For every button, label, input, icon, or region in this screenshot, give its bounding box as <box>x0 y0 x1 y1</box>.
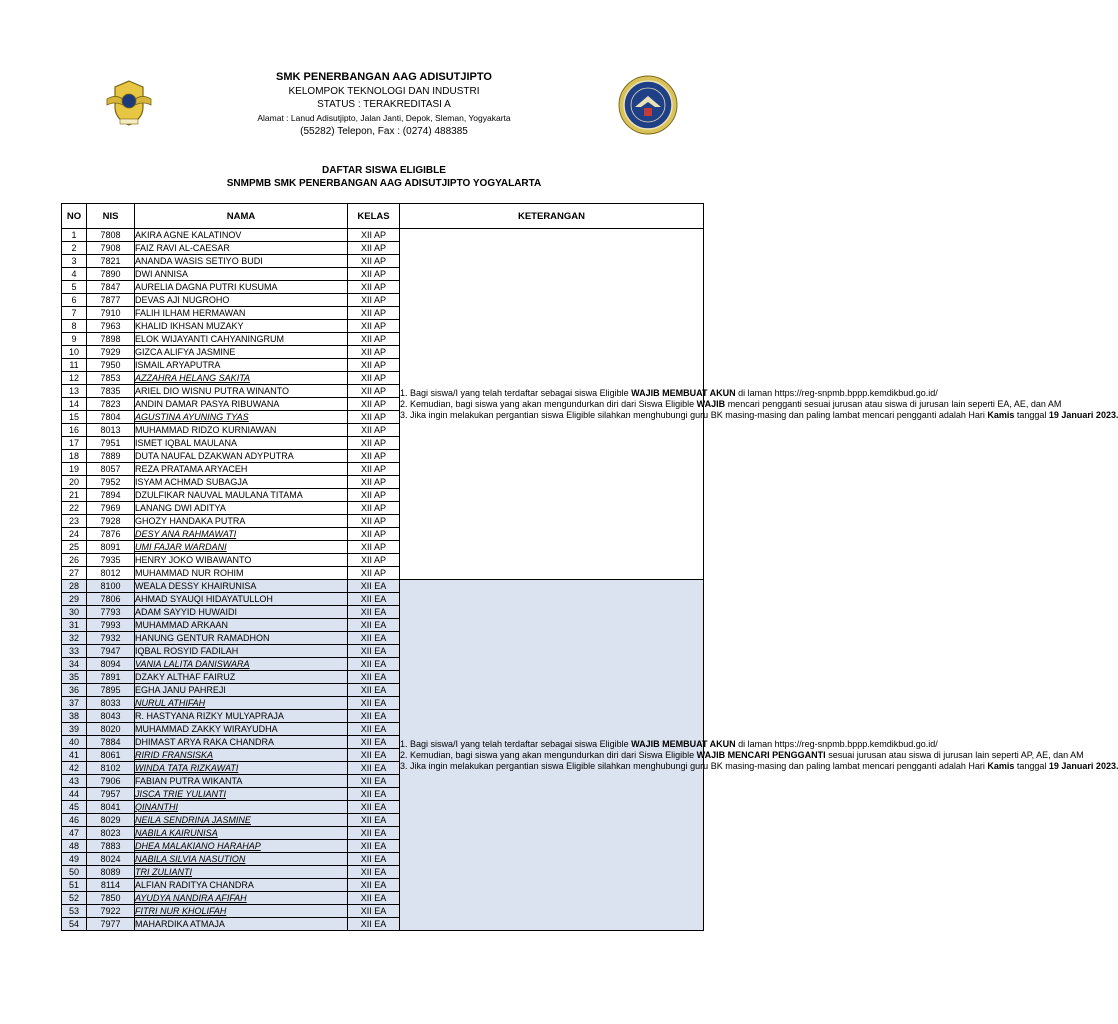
cell-no: 28 <box>62 580 87 593</box>
cell-no: 18 <box>62 450 87 463</box>
cell-nama: DUTA NAUFAL DZAKWAN ADYPUTRA <box>135 450 348 463</box>
cell-nama: ANDIN DAMAR PASYA RIBUWANA <box>135 398 348 411</box>
cell-nama: JISCA TRIE YULIANTI <box>135 788 348 801</box>
cell-nis: 7947 <box>87 645 135 658</box>
note-text-p1a: 1. Bagi siswa/I yang telah terdaftar sebagai siswa Eligible <box>400 738 632 749</box>
cell-no: 21 <box>62 489 87 502</box>
cell-no: 23 <box>62 515 87 528</box>
cell-kelas: XII AP <box>348 450 400 463</box>
cell-nama: ISYAM ACHMAD SUBAGJA <box>135 476 348 489</box>
cell-kelas: XII EA <box>348 866 400 879</box>
table-body <box>62 229 1118 931</box>
cell-nis: 8089 <box>87 866 135 879</box>
cell-kelas: XII AP <box>348 515 400 528</box>
cell-nama: DEVAS AJI NUGROHO <box>135 294 348 307</box>
cell-nama: ELOK WIJAYANTI CAHYANINGRUM <box>135 333 348 346</box>
cell-nama: REZA PRATAMA ARYACEH <box>135 463 348 476</box>
cell-nama: WEALA DESSY KHAIRUNISA <box>135 580 348 593</box>
note-text-p3d: 19 Januari 2023. <box>1048 760 1118 771</box>
cell-nis: 7929 <box>87 346 135 359</box>
keterangan-cell <box>400 229 1118 580</box>
eligible-students-table <box>61 203 1118 931</box>
cell-nis: 7891 <box>87 671 135 684</box>
cell-nama: MUHAMMAD RIDZO KURNIAWAN <box>135 424 348 437</box>
cell-kelas: XII AP <box>348 489 400 502</box>
cell-nama: WINDA TATA RIZKAWATI <box>135 762 348 775</box>
cell-nama: ALFIAN RADITYA CHANDRA <box>135 879 348 892</box>
cell-nis: 7963 <box>87 320 135 333</box>
cell-nis: 8061 <box>87 749 135 762</box>
cell-no: 8 <box>62 320 87 333</box>
table-header-row <box>62 204 704 229</box>
cell-nis: 8094 <box>87 658 135 671</box>
cell-no: 43 <box>62 775 87 788</box>
cell-nama: QINANTHI <box>135 801 348 814</box>
cell-no: 3 <box>62 255 87 268</box>
note-text-p2c: mencari pengganti sesuai jurusan atau siswa di jurusan lain seperti EA, AE, dan AM <box>725 398 1062 409</box>
cell-kelas: XII EA <box>348 593 400 606</box>
cell-nis: 8100 <box>87 580 135 593</box>
cell-no: 52 <box>62 892 87 905</box>
title-line-2: SNMPMB SMK PENERBANGAN AAG ADISUTJIPTO YOGYALARTA <box>226 178 542 189</box>
cell-no: 32 <box>62 632 87 645</box>
header-keterangan: KETERANGAN <box>400 204 704 229</box>
cell-kelas: XII AP <box>348 528 400 541</box>
cell-nama: ISMAIL ARYAPUTRA <box>135 359 348 372</box>
cell-kelas: XII AP <box>348 398 400 411</box>
cell-nis: 8091 <box>87 541 135 554</box>
cell-nis: 7883 <box>87 840 135 853</box>
cell-kelas: XII AP <box>348 372 400 385</box>
cell-no: 51 <box>62 879 87 892</box>
cell-no: 45 <box>62 801 87 814</box>
cell-kelas: XII AP <box>348 554 400 567</box>
cell-no: 13 <box>62 385 87 398</box>
cell-nis: 7922 <box>87 905 135 918</box>
cell-nis: 7793 <box>87 606 135 619</box>
cell-nama: IQBAL ROSYID FADILAH <box>135 645 348 658</box>
note-text-p3d: 19 Januari 2023. <box>1048 409 1118 420</box>
cell-nis: 7906 <box>87 775 135 788</box>
cell-nama: FAIZ RAVI AL-CAESAR <box>135 242 348 255</box>
cell-no: 25 <box>62 541 87 554</box>
cell-nis: 7908 <box>87 242 135 255</box>
round-emblem-icon <box>617 74 679 136</box>
note-text-p3c: tanggal <box>1014 760 1049 771</box>
cell-no: 19 <box>62 463 87 476</box>
cell-nis: 7806 <box>87 593 135 606</box>
cell-nama: ISMET IQBAL MAULANA <box>135 437 348 450</box>
note-text-p2b: WAJIB MENCARI PENGGANTI <box>696 749 826 760</box>
cell-nama: NEILA SENDRINA JASMINE <box>135 814 348 827</box>
cell-no: 47 <box>62 827 87 840</box>
cell-nis: 7821 <box>87 255 135 268</box>
note-text-p1c: di laman https://reg-snpmb.bppp.kemdikbud.go.id/ <box>735 738 938 749</box>
cell-nis: 7823 <box>87 398 135 411</box>
cell-no: 15 <box>62 411 87 424</box>
cell-nis: 8041 <box>87 801 135 814</box>
cell-no: 7 <box>62 307 87 320</box>
cell-kelas: XII AP <box>348 346 400 359</box>
cell-nis: 7847 <box>87 281 135 294</box>
cell-nama: TRI ZULIANTI <box>135 866 348 879</box>
cell-nis: 7876 <box>87 528 135 541</box>
cell-no: 44 <box>62 788 87 801</box>
cell-nama: AZZAHRA HELANG SAKITA <box>135 372 348 385</box>
cell-nis: 8033 <box>87 697 135 710</box>
cell-nis: 7895 <box>87 684 135 697</box>
cell-nis: 7910 <box>87 307 135 320</box>
cell-nis: 7957 <box>87 788 135 801</box>
cell-nama: FITRI NUR KHOLIFAH <box>135 905 348 918</box>
note-text-p2c: sesuai jurusan atau siswa di jurusan lain seperti AP, AE, dan AM <box>825 749 1084 760</box>
cell-kelas: XII AP <box>348 476 400 489</box>
cell-nis: 7835 <box>87 385 135 398</box>
cell-nis: 8102 <box>87 762 135 775</box>
header-kelas: KELAS <box>348 204 400 229</box>
note-text-p1c: di laman https://reg-snpmb.bppp.kemdikbud.go.id/ <box>735 387 938 398</box>
cell-kelas: XII AP <box>348 502 400 515</box>
cell-nama: UMI FAJAR WARDANI <box>135 541 348 554</box>
title-line-1: DAFTAR SISWA ELIGIBLE <box>322 165 446 176</box>
cell-nis: 7898 <box>87 333 135 346</box>
school-name: SMK PENERBANGAN AAG ADISUTJIPTO <box>276 71 492 83</box>
cell-nis: 7894 <box>87 489 135 502</box>
note-text-p2b: WAJIB <box>696 398 726 409</box>
cell-kelas: XII AP <box>348 320 400 333</box>
cell-nama: VANIA LALITA DANISWARA <box>135 658 348 671</box>
cell-no: 27 <box>62 567 87 580</box>
accreditation-status: STATUS : TERAKREDITASI A <box>317 99 451 110</box>
cell-no: 22 <box>62 502 87 515</box>
cell-kelas: XII AP <box>348 411 400 424</box>
cell-nis: 7977 <box>87 918 135 931</box>
cell-nis: 7889 <box>87 450 135 463</box>
cell-no: 12 <box>62 372 87 385</box>
cell-kelas: XII EA <box>348 762 400 775</box>
cell-no: 2 <box>62 242 87 255</box>
cell-nama: AURELIA DAGNA PUTRI KUSUMA <box>135 281 348 294</box>
cell-kelas: XII EA <box>348 892 400 905</box>
cell-no: 24 <box>62 528 87 541</box>
cell-kelas: XII EA <box>348 879 400 892</box>
cell-no: 11 <box>62 359 87 372</box>
cell-no: 36 <box>62 684 87 697</box>
cell-kelas: XII EA <box>348 658 400 671</box>
note-text-p2a: 2. Kemudian, bagi siswa yang akan mengundurkan diri dari Siswa Eligible <box>400 398 697 409</box>
cell-no: 17 <box>62 437 87 450</box>
cell-no: 29 <box>62 593 87 606</box>
cell-kelas: XII EA <box>348 723 400 736</box>
cell-kelas: XII EA <box>348 736 400 749</box>
cell-no: 14 <box>62 398 87 411</box>
cell-no: 39 <box>62 723 87 736</box>
cell-no: 20 <box>62 476 87 489</box>
cell-no: 6 <box>62 294 87 307</box>
school-crest-icon <box>103 77 155 129</box>
cell-nis: 7804 <box>87 411 135 424</box>
cell-kelas: XII AP <box>348 463 400 476</box>
cell-nama: FALIH ILHAM HERMAWAN <box>135 307 348 320</box>
cell-nis: 8114 <box>87 879 135 892</box>
letterhead <box>200 71 568 139</box>
cell-nama: ADAM SAYYID HUWAIDI <box>135 606 348 619</box>
cell-nama: KHALID IKHSAN MUZAKY <box>135 320 348 333</box>
cell-nama: HANUNG GENTUR RAMADHON <box>135 632 348 645</box>
cell-nis: 7890 <box>87 268 135 281</box>
cell-nis: 7884 <box>87 736 135 749</box>
cell-kelas: XII AP <box>348 229 400 242</box>
cell-nis: 8013 <box>87 424 135 437</box>
cell-no: 10 <box>62 346 87 359</box>
table-row <box>62 580 704 593</box>
cell-nama: EGHA JANU PAHREJI <box>135 684 348 697</box>
note-text-p1a: 1. Bagi siswa/I yang telah terdaftar sebagai siswa Eligible <box>400 387 632 398</box>
cell-nama: NABILA KAIRUNISA <box>135 827 348 840</box>
cell-nama: ANANDA WASIS SETIYO BUDI <box>135 255 348 268</box>
cell-nis: 8012 <box>87 567 135 580</box>
document-title <box>150 164 618 190</box>
cell-kelas: XII AP <box>348 333 400 346</box>
note-text-p3b: Kamis <box>987 409 1015 420</box>
cell-nis: 8023 <box>87 827 135 840</box>
cell-nis: 7952 <box>87 476 135 489</box>
cell-nama: DZAKY ALTHAF FAIRUZ <box>135 671 348 684</box>
note-text-p3a: 3. Jika ingin melakukan pergantian siswa Eligible silahkan menghubungi guru BK masing-masing dan paling lambat mencari pengganti adalah Hari <box>400 409 988 420</box>
cell-nama: MAHARDIKA ATMAJA <box>135 918 348 931</box>
cell-kelas: XII EA <box>348 619 400 632</box>
cell-no: 30 <box>62 606 87 619</box>
cell-nama: LANANG DWI ADITYA <box>135 502 348 515</box>
cell-no: 31 <box>62 619 87 632</box>
cell-no: 26 <box>62 554 87 567</box>
note-text-p3a: 3. Jika ingin melakukan pergantian siswa Eligible silahkan menghubungi guru BK masing-masing dan paling lambat mencari pengganti adalah Hari <box>400 760 988 771</box>
cell-nis: 7935 <box>87 554 135 567</box>
cell-nis: 8057 <box>87 463 135 476</box>
cell-nis: 7850 <box>87 892 135 905</box>
cell-kelas: XII AP <box>348 385 400 398</box>
cell-kelas: XII EA <box>348 918 400 931</box>
cell-kelas: XII EA <box>348 853 400 866</box>
cell-nis: 8020 <box>87 723 135 736</box>
cell-nama: HENRY JOKO WIBAWANTO <box>135 554 348 567</box>
cell-no: 40 <box>62 736 87 749</box>
note-text-p3c: tanggal <box>1014 409 1049 420</box>
cell-nis: 7928 <box>87 515 135 528</box>
cell-kelas: XII AP <box>348 255 400 268</box>
cell-nama: DWI ANNISA <box>135 268 348 281</box>
cell-nama: AGUSTINA AYUNING TYAS <box>135 411 348 424</box>
cell-kelas: XII AP <box>348 307 400 320</box>
cell-nis: 7969 <box>87 502 135 515</box>
cell-nama: MUHAMMAD ARKAAN <box>135 619 348 632</box>
cell-nama: DESY ANA RAHMAWATI <box>135 528 348 541</box>
cell-no: 4 <box>62 268 87 281</box>
cell-nama: AHMAD SYAUQI HIDAYATULLOH <box>135 593 348 606</box>
cell-nama: RIRID FRANSISKA <box>135 749 348 762</box>
cell-kelas: XII EA <box>348 580 400 593</box>
cell-kelas: XII AP <box>348 359 400 372</box>
header-nis: NIS <box>87 204 135 229</box>
cell-kelas: XII EA <box>348 697 400 710</box>
cell-nama: DZULFIKAR NAUVAL MAULANA TITAMA <box>135 489 348 502</box>
note-text-p1b: WAJIB MEMBUAT AKUN <box>631 387 736 398</box>
cell-nama: GHOZY HANDAKA PUTRA <box>135 515 348 528</box>
cell-nama: NURUL ATHIFAH <box>135 697 348 710</box>
cell-no: 5 <box>62 281 87 294</box>
table-row <box>62 229 704 242</box>
cell-nama: AKIRA AGNE KALATINOV <box>135 229 348 242</box>
cell-kelas: XII EA <box>348 749 400 762</box>
cell-kelas: XII EA <box>348 840 400 853</box>
cell-no: 37 <box>62 697 87 710</box>
cell-kelas: XII AP <box>348 541 400 554</box>
cell-nama: R. HASTYANA RIZKY MULYAPRAJA <box>135 710 348 723</box>
cell-kelas: XII EA <box>348 684 400 697</box>
header-no: NO <box>62 204 87 229</box>
cell-kelas: XII EA <box>348 827 400 840</box>
cell-nama: NABILA SILVIA NASUTION <box>135 853 348 866</box>
cell-kelas: XII AP <box>348 437 400 450</box>
cell-no: 46 <box>62 814 87 827</box>
school-address: Alamat : Lanud Adisutjipto, Jalan Janti, Depok, Sleman, Yogyakarta <box>257 112 511 123</box>
cell-kelas: XII EA <box>348 801 400 814</box>
cell-kelas: XII EA <box>348 814 400 827</box>
cell-no: 1 <box>62 229 87 242</box>
cell-no: 38 <box>62 710 87 723</box>
cell-nis: 7808 <box>87 229 135 242</box>
cell-nama: AYUDYA NANDIRA AFIFAH <box>135 892 348 905</box>
cell-nis: 7950 <box>87 359 135 372</box>
cell-nis: 7932 <box>87 632 135 645</box>
cell-kelas: XII EA <box>348 606 400 619</box>
cell-kelas: XII EA <box>348 788 400 801</box>
cell-kelas: XII EA <box>348 671 400 684</box>
cell-nis: 8024 <box>87 853 135 866</box>
cell-nis: 8029 <box>87 814 135 827</box>
cell-no: 35 <box>62 671 87 684</box>
school-phone: (55282) Telepon, Fax : (0274) 488385 <box>300 126 468 137</box>
cell-kelas: XII EA <box>348 775 400 788</box>
cell-kelas: XII EA <box>348 710 400 723</box>
cell-kelas: XII AP <box>348 294 400 307</box>
cell-nis: 7877 <box>87 294 135 307</box>
cell-nama: FABIAN PUTRA WIKANTA <box>135 775 348 788</box>
keterangan-cell <box>400 580 1118 931</box>
cell-no: 16 <box>62 424 87 437</box>
note-text-p1b: WAJIB MEMBUAT AKUN <box>631 738 736 749</box>
cell-nama: DHEA MALAKIANO HARAHAP <box>135 840 348 853</box>
cell-no: 42 <box>62 762 87 775</box>
note-text-p3b: Kamis <box>987 760 1015 771</box>
cell-kelas: XII EA <box>348 632 400 645</box>
cell-no: 54 <box>62 918 87 931</box>
cell-nama: MUHAMMAD NUR ROHIM <box>135 567 348 580</box>
cell-no: 49 <box>62 853 87 866</box>
cell-kelas: XII AP <box>348 281 400 294</box>
note-text-p2a: 2. Kemudian, bagi siswa yang akan mengundurkan diri dari Siswa Eligible <box>400 749 697 760</box>
cell-nis: 7993 <box>87 619 135 632</box>
cell-kelas: XII AP <box>348 567 400 580</box>
cell-kelas: XII AP <box>348 424 400 437</box>
cell-nis: 8043 <box>87 710 135 723</box>
cell-no: 9 <box>62 333 87 346</box>
cell-no: 33 <box>62 645 87 658</box>
school-group: KELOMPOK TEKNOLOGI DAN INDUSTRI <box>288 85 480 97</box>
cell-nama: MUHAMMAD ZAKKY WIRAYUDHA <box>135 723 348 736</box>
cell-kelas: XII AP <box>348 242 400 255</box>
cell-kelas: XII AP <box>348 268 400 281</box>
cell-nis: 7951 <box>87 437 135 450</box>
cell-nama: GIZCA ALIFYA JASMINE <box>135 346 348 359</box>
cell-nama: ARIEL DIO WISNU PUTRA WINANTO <box>135 385 348 398</box>
cell-kelas: XII EA <box>348 905 400 918</box>
cell-kelas: XII EA <box>348 645 400 658</box>
cell-no: 41 <box>62 749 87 762</box>
cell-nama: DHIMAST ARYA RAKA CHANDRA <box>135 736 348 749</box>
cell-no: 53 <box>62 905 87 918</box>
cell-no: 34 <box>62 658 87 671</box>
header-nama: NAMA <box>135 204 348 229</box>
cell-nis: 7853 <box>87 372 135 385</box>
cell-no: 50 <box>62 866 87 879</box>
cell-no: 48 <box>62 840 87 853</box>
